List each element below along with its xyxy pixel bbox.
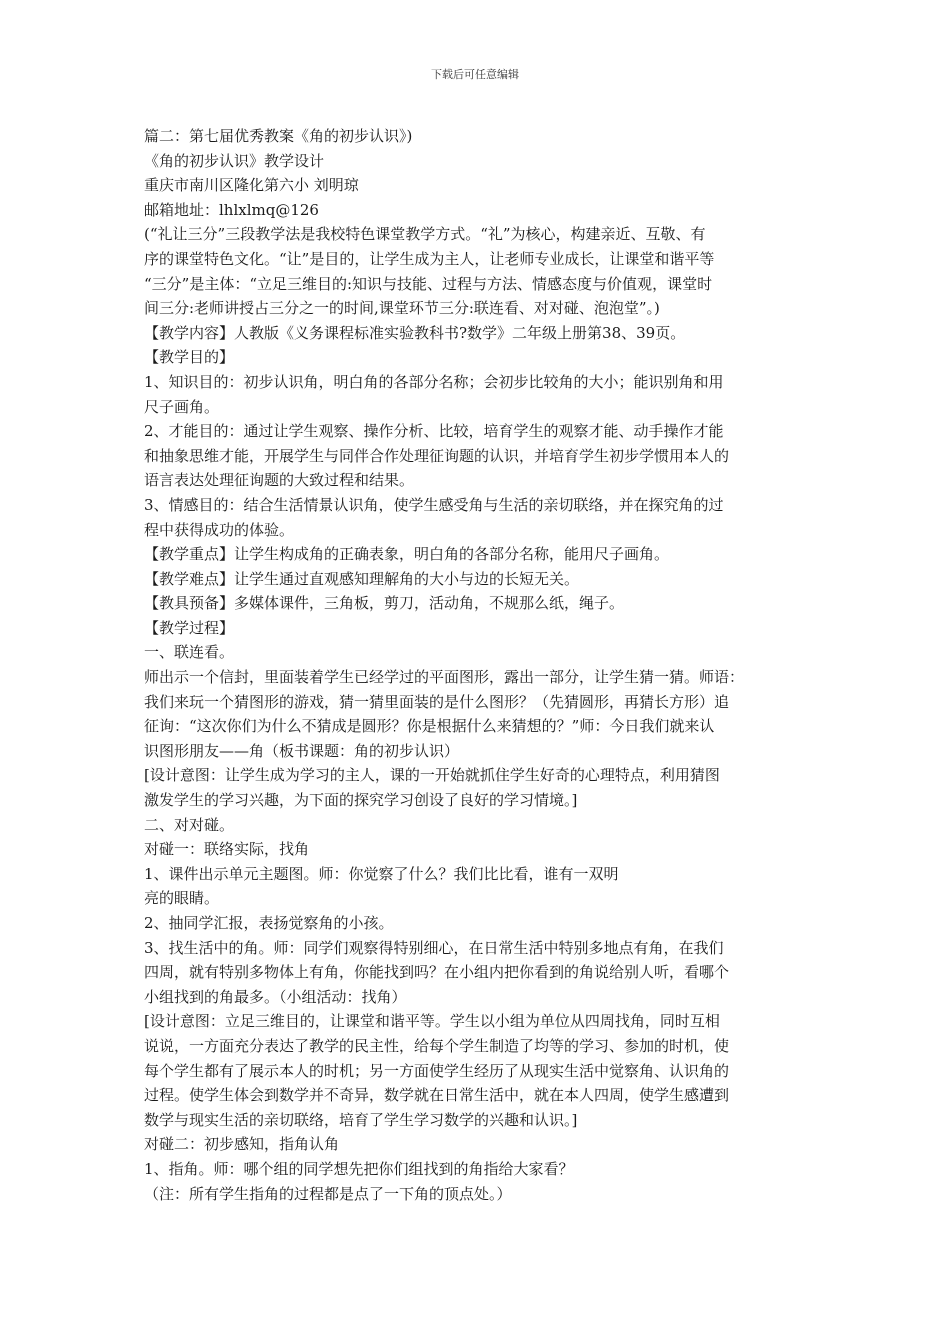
- text-line: 【教学难点】让学生通过直观感知理解角的大小与边的长短无关。: [144, 569, 580, 588]
- text-line: 一、联连看。: [144, 643, 235, 662]
- text-line: 小组找到的角最多。（小组活动：找角）: [144, 987, 407, 1006]
- text-line: 1、指角。师：哪个组的同学想先把你们组找到的角指给大家看？: [144, 1159, 574, 1178]
- text-line: 师出示一个信封，里面装着学生已经学过的平面图形，露出一部分，让学生猜一猜。师语：: [144, 668, 745, 687]
- text-line: 识图形朋友——角（板书课题：角的初步认识）: [144, 741, 460, 760]
- text-line: 1、课件出示单元主题图。师：你觉察了什么？我们比比看，谁有一双明: [144, 864, 619, 883]
- text-line: 和抽象思维才能，开展学生与同伴合作处理征询题的认识，并培育学生初步学惯用本人的: [144, 446, 730, 465]
- text-line: 四周，就有特别多物体上有角，你能找到吗？在小组内把你看到的角说给别人听，看哪个: [144, 963, 730, 982]
- text-line: 1、知识目的：初步认识角，明白角的各部分名称；会初步比较角的大小；能识别角和用: [144, 372, 724, 391]
- text-line: 序的课堂特色文化。“让”是目的，让学生成为主人，让老师专业成长，让课堂和谐平等: [144, 249, 715, 268]
- text-line: 程中获得成功的体验。: [144, 520, 295, 539]
- text-line: 邮箱地址：lhlxlmq@126: [144, 200, 319, 219]
- document-body: [144, 124, 810, 1206]
- text-line: 数学与现实生活的亲切联络，培育了学生学习数学的兴趣和认识。]: [144, 1110, 578, 1129]
- text-line: 亮的眼睛。: [144, 889, 220, 908]
- text-line: 【教学目的】: [144, 348, 235, 367]
- text-line: (“礼让三分”三段教学法是我校特色课堂教学方式。“礼”为核心，构建亲近、互敬、有: [144, 225, 706, 244]
- page-header-note: 下载后可任意编辑: [431, 68, 519, 81]
- text-line: [设计意图：立足三维目的，让课堂和谐平等。学生以小组为单位从四周找角，同时互相: [144, 1012, 720, 1031]
- text-line: [设计意图：让学生成为学习的主人，课的一开始就抓住学生好奇的心理特点，利用猜图: [144, 766, 720, 785]
- text-line: 过程。使学生体会到数学并不奇异，数学就在日常生活中，就在本人四周，使学生感遭到: [144, 1086, 730, 1105]
- text-line: 对碰二：初步感知，指角认角: [144, 1135, 340, 1154]
- text-line: 尺子画角。: [144, 397, 220, 416]
- text-line: 篇二：第七届优秀教案《角的初步认识》): [144, 127, 413, 145]
- text-line: 2、才能目的：通过让学生观察、操作分析、比较，培育学生的观察才能、动手操作才能: [144, 422, 724, 441]
- text-line: 《角的初步认识》教学设计: [144, 151, 325, 170]
- text-line: 3、情感目的：结合生活情景认识角，使学生感受角与生活的亲切联络，并在探究角的过: [144, 495, 724, 514]
- text-line: 3、找生活中的角。师：同学们观察得特别细心，在日常生活中特别多地点有角，在我们: [144, 938, 724, 957]
- text-line: “三分”是主体：“立足三维目的:知识与技能、过程与方法、情感态度与价值观，课堂时: [144, 274, 713, 293]
- text-line: 二、对对碰。: [144, 815, 235, 834]
- text-line: 【教学重点】让学生构成角的正确表象，明白角的各部分名称，能用尺子画角。: [144, 545, 670, 564]
- text-line: 语言表达处理征询题的大致过程和结果。: [144, 471, 415, 490]
- text-line: 对碰一：联络实际，找角: [144, 840, 310, 859]
- text-line: 间三分:老师讲授占三分之一的时间,课堂环节三分:联连看、对对碰、泡泡堂”。): [144, 299, 660, 318]
- text-line: 2、抽同学汇报，表扬觉察角的小孩。: [144, 914, 394, 932]
- text-line: 激发学生的学习兴趣，为下面的探究学习创设了良好的学习情境。]: [144, 791, 578, 810]
- text-line: 重庆市南川区隆化第六小 刘明琼: [144, 176, 359, 195]
- text-line: 我们来玩一个猜图形的游戏，猜一猜里面装的是什么图形？（先猜圆形，再猜长方形）追: [144, 692, 730, 711]
- text-line: （注：所有学生指角的过程都是点了一下角的顶点处。）: [144, 1184, 512, 1203]
- text-line: 每个学生都有了展示本人的时机；另一方面使学生经历了从现实生活中觉察角、认识角的: [144, 1061, 730, 1080]
- text-line: 征询：“这次你们为什么不猜成是圆形？你是根据什么来猜想的？”师：今日我们就来认: [144, 717, 715, 736]
- text-line: 【教学过程】: [144, 618, 235, 637]
- text-line: 【教学内容】人教版《义务课程标准实验教科书?数学》二年级上册第38、39页。: [144, 323, 686, 342]
- text-line: 【教具预备】多媒体课件，三角板，剪刀，活动角，不规那么纸，绳子。: [144, 594, 625, 613]
- text-line: 说说，一方面充分表达了教学的民主性，给每个学生制造了均等的学习、参加的时机，使: [144, 1036, 730, 1055]
